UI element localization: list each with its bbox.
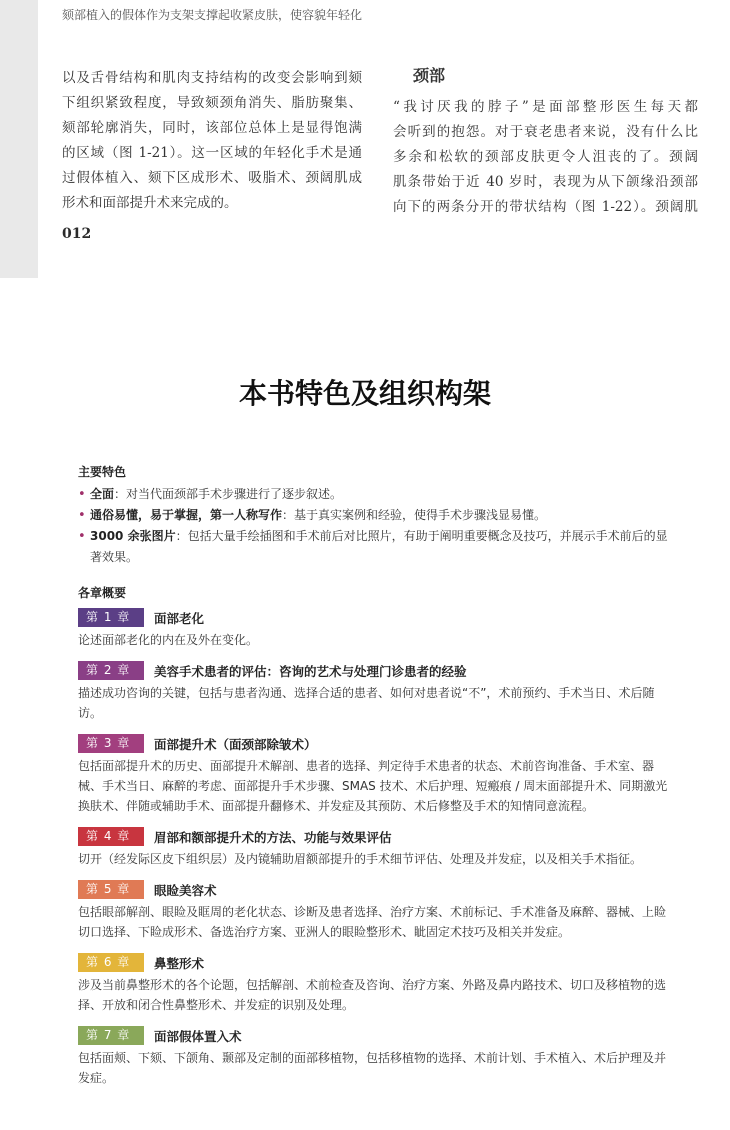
body-line: 向下的两条分开的带状结构（图 1-22）。颈阔肌 [393, 199, 698, 215]
chapter-description: 包括面颊、下颏、下颌角、颞部及定制的面部移植物，包括移植物的选择、术前计划、手术植入、术后护理及并发症。 [78, 1051, 667, 1085]
chapter-item [78, 660, 668, 723]
features-label: 主要特色 [78, 465, 127, 479]
chapter-badge: 第 4 章 [78, 827, 144, 846]
chapter-description: 包括面部提升术的历史、面部提升术解剖、患者的选择、判定待手术患者的状态、术前咨询准备、手术室、器械、手术当日、麻醉的考虑、面部提升手术步骤、SMAS 技术、术后护理、短瘢痕 / 周末面部提升术、同期激光换肤术、伴随或辅助手术、面部提升翻修术、并发症及其预防、术后修整及手术的知情同意流程。 [78, 759, 668, 813]
book-overview [78, 463, 668, 1088]
feature-item [78, 505, 668, 526]
bullet-icon: • [78, 529, 86, 544]
chapter-list [78, 607, 668, 1088]
chapter-description: 涉及当前鼻整形术的各个论题，包括解剖、术前检查及咨询、治疗方案、外路及鼻内路技术、切口及移植物的选择、开放和闭合性鼻整形术、并发症的识别及处理。 [78, 978, 667, 1012]
chapter-description: 描述成功咨询的关键，包括与患者沟通、选择合适的患者、如何对患者说“不”，术前预约、手术当日、术后随访。 [78, 686, 655, 720]
body-line: 过假体植入、颏下区成形术、吸脂术、颈阔肌成 [62, 170, 362, 186]
chapter-item [78, 826, 668, 869]
chapter-item [78, 1025, 668, 1088]
chapter-item [78, 952, 668, 1015]
page-margin-strip [0, 0, 38, 278]
body-line: 以及舌骨结构和肌肉支持结构的改变会影响到颏 [62, 70, 362, 86]
body-line: 颏部轮廓消失，同时，该部位总体上是显得饱满 [62, 120, 362, 136]
chapter-badge: 第 1 章 [78, 608, 144, 627]
chapter-badge: 第 3 章 [78, 734, 144, 753]
feature-title: 3000 余张图片 [90, 529, 176, 543]
body-line: 会听到的抱怨。对于衰老患者来说，没有什么比 [393, 124, 698, 140]
chapters-label: 各章概要 [78, 586, 127, 600]
left-column [62, 66, 362, 216]
body-line: 多余和松软的颈部皮肤更令人沮丧的了。颈阔 [393, 149, 698, 165]
chapter-item [78, 879, 668, 942]
chapter-title: 鼻整形术 [154, 955, 205, 971]
feature-item [78, 526, 668, 568]
chapter-title: 面部老化 [154, 610, 205, 626]
chapter-badge: 第 2 章 [78, 661, 144, 680]
feature-text: ：基于真实案例和经验，使得手术步骤浅显易懂。 [282, 508, 547, 522]
feature-title: 全面 [90, 487, 115, 501]
chapter-title: 眼睑美容术 [154, 882, 217, 898]
feature-title: 通俗易懂，易于掌握，第一人称写作 [90, 508, 283, 522]
page-number: 012 [62, 226, 92, 242]
body-line: 形术和面部提升术来完成的。 [62, 195, 238, 211]
chapter-badge: 第 7 章 [78, 1026, 144, 1045]
body-line: 下组织紧致程度，导致颏颈角消失、脂肪聚集、 [62, 95, 362, 111]
chapter-badge: 第 6 章 [78, 953, 144, 972]
chapter-description: 切开（经发际区皮下组织层）及内镜辅助眉额部提升的手术细节评估、处理及并发症，以及相关手术指征。 [78, 852, 643, 866]
body-line: 的区域（图 1-21）。这一区域的年轻化手术是通 [62, 145, 362, 161]
chapter-title: 面部假体置入术 [154, 1028, 242, 1044]
chapter-description: 包括眼部解剖、眼睑及眶周的老化状态、诊断及患者选择、治疗方案、术前标记、手术准备及麻醉、器械、上睑切口选择、下睑成形术、备选治疗方案、亚洲人的眼睑整形术、眦固定术技巧及相关并发症。 [78, 905, 667, 939]
page-title: 本书特色及组织构架 [238, 377, 491, 410]
feature-item [78, 484, 668, 505]
chapter-title: 面部提升术（面颈部除皱术） [154, 736, 317, 752]
chapter-item [78, 607, 668, 650]
chapter-badge: 第 5 章 [78, 880, 144, 899]
figure-caption: 颏部植入的假体作为支架支撑起收紧皮肤，使容貌年轻化 [62, 8, 363, 22]
body-line: “我讨厌我的脖子”是面部整形医生每天都 [393, 99, 698, 115]
feature-text: ：对当代面颈部手术步骤进行了逐步叙述。 [114, 487, 343, 501]
feature-text: ：包括大量手绘插图和手术前后对比照片，有助于阐明重要概念及技巧，并展示手术前后的显著效果。 [90, 529, 668, 564]
previous-page [0, 0, 730, 278]
bullet-icon: • [78, 508, 86, 523]
chapter-description: 论述面部老化的内在及外在变化。 [78, 633, 259, 647]
chapter-title: 美容手术患者的评估：咨询的艺术与处理门诊患者的经验 [154, 663, 467, 679]
section-heading: 颈部 [413, 66, 446, 85]
chapter-title: 眉部和额部提升术的方法、功能与效果评估 [154, 829, 392, 845]
features-list [78, 484, 668, 568]
chapter-item [78, 733, 668, 816]
right-column [393, 66, 698, 220]
bullet-icon: • [78, 487, 86, 502]
body-line: 肌条带始于近 40 岁时，表现为从下颌缘沿颈部 [393, 174, 698, 190]
